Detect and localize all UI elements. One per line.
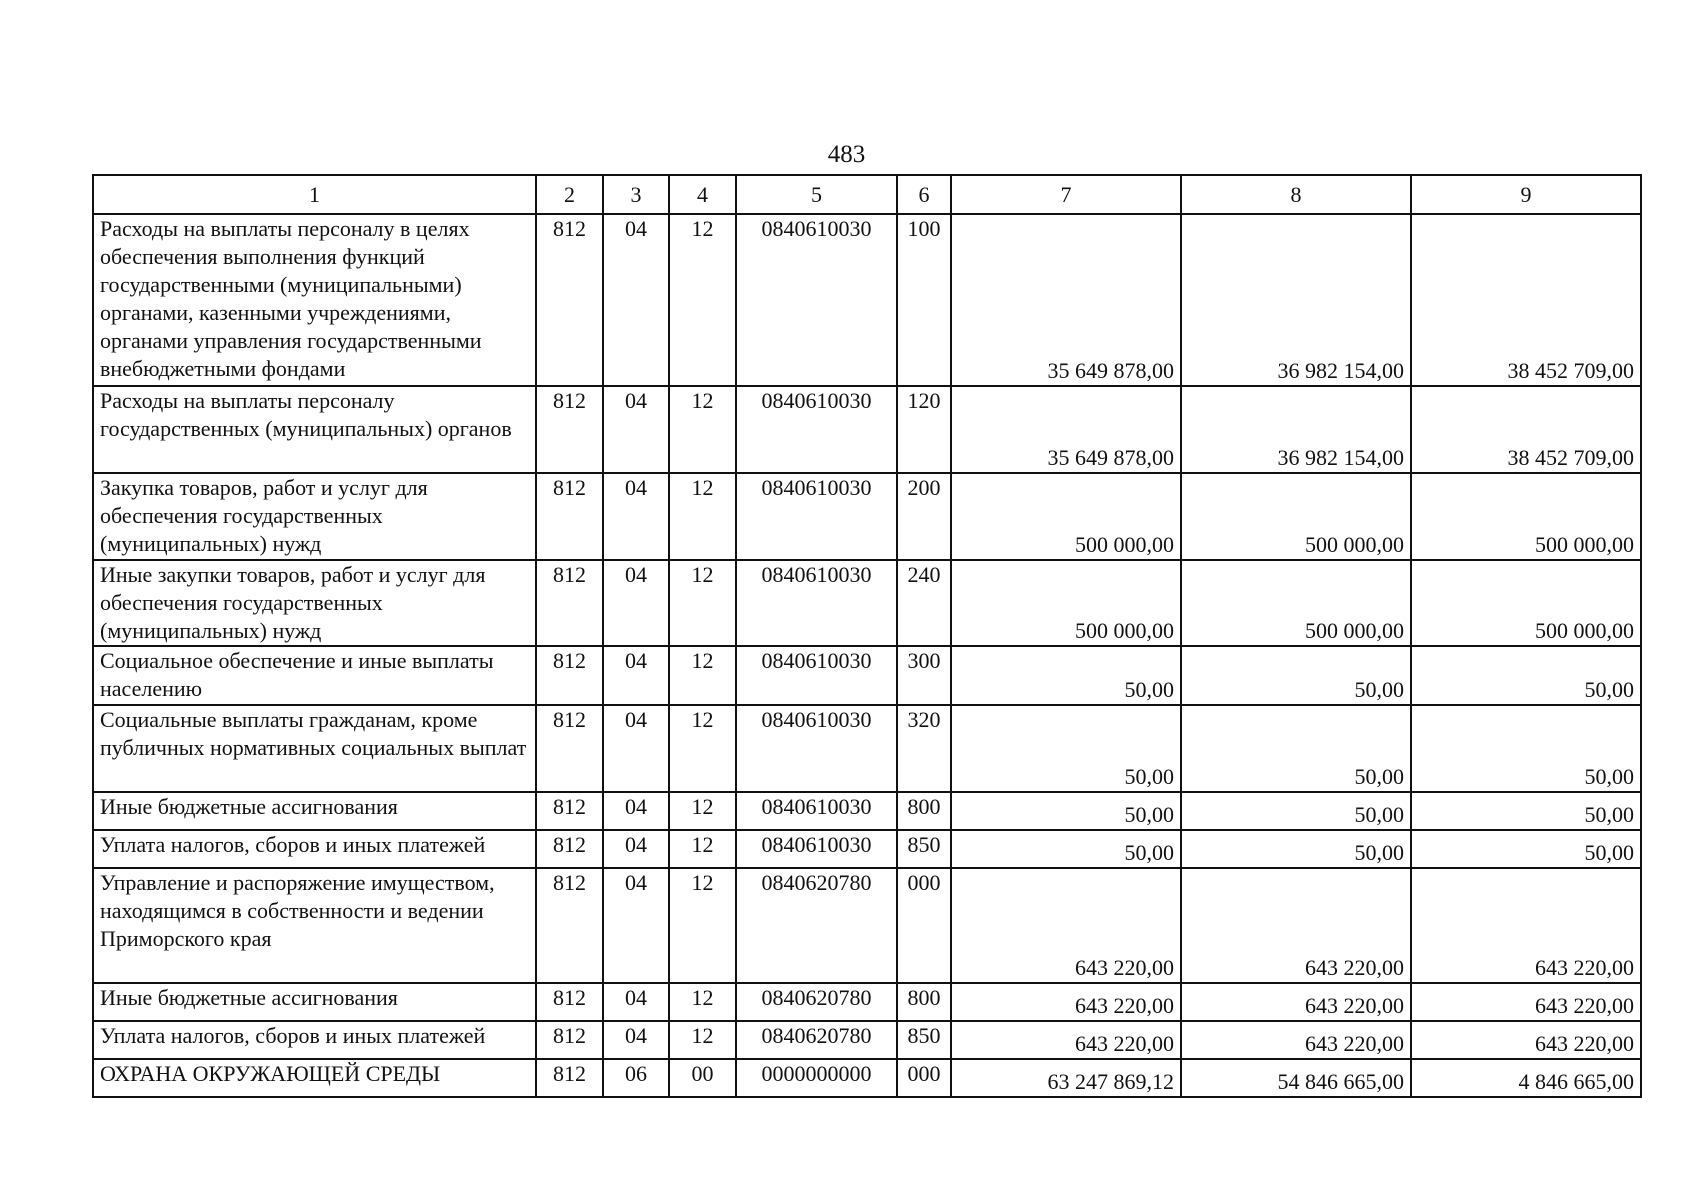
- row-amount-9: 50,00: [1411, 646, 1641, 705]
- row-code-3: 04: [603, 983, 669, 1021]
- row-amount-7: 35 649 878,00: [951, 386, 1181, 473]
- row-name: Расходы на выплаты персоналу в целях обеспечения выполнения функций государственными (муниципальными) органами, казенными учреждениями, органами управления государственными внебюджетными фондами: [93, 214, 536, 386]
- row-code-5: 0840610030: [736, 792, 897, 830]
- column-header-9: 9: [1411, 175, 1641, 214]
- row-code-4: 12: [669, 1021, 736, 1059]
- row-amount-8: 50,00: [1181, 646, 1411, 705]
- row-code-4: 00: [669, 1059, 736, 1097]
- column-header-2: 2: [536, 175, 603, 214]
- row-amount-7: 643 220,00: [951, 983, 1181, 1021]
- row-code-5: 0840620780: [736, 1021, 897, 1059]
- row-amount-9: 50,00: [1411, 705, 1641, 792]
- row-amount-9: 4 846 665,00: [1411, 1059, 1641, 1097]
- row-code-2: 812: [536, 792, 603, 830]
- row-code-3: 04: [603, 214, 669, 386]
- table-row: [93, 473, 1641, 560]
- row-amount-9: 38 452 709,00: [1411, 214, 1641, 386]
- row-code-4: 12: [669, 983, 736, 1021]
- row-amount-7: 50,00: [951, 792, 1181, 830]
- row-code-2: 812: [536, 830, 603, 868]
- column-header-4: 4: [669, 175, 736, 214]
- row-name: Уплата налогов, сборов и иных платежей: [93, 830, 536, 868]
- row-amount-7: 63 247 869,12: [951, 1059, 1181, 1097]
- row-amount-9: 643 220,00: [1411, 983, 1641, 1021]
- row-code-3: 04: [603, 1021, 669, 1059]
- row-code-4: 12: [669, 792, 736, 830]
- row-code-2: 812: [536, 214, 603, 386]
- row-code-6: 850: [897, 1021, 951, 1059]
- table-row: [93, 646, 1641, 705]
- row-amount-7: 500 000,00: [951, 473, 1181, 560]
- row-code-6: 240: [897, 560, 951, 646]
- row-amount-9: 500 000,00: [1411, 473, 1641, 560]
- row-amount-9: 50,00: [1411, 792, 1641, 830]
- column-header-7: 7: [951, 175, 1181, 214]
- row-amount-8: 500 000,00: [1181, 560, 1411, 646]
- row-amount-7: 50,00: [951, 830, 1181, 868]
- row-amount-9: 643 220,00: [1411, 868, 1641, 983]
- row-code-5: 0840610030: [736, 386, 897, 473]
- row-amount-8: 643 220,00: [1181, 983, 1411, 1021]
- table-row: [93, 705, 1641, 792]
- row-code-5: 0840620780: [736, 868, 897, 983]
- column-header-8: 8: [1181, 175, 1411, 214]
- row-amount-8: 36 982 154,00: [1181, 214, 1411, 386]
- row-amount-9: 50,00: [1411, 830, 1641, 868]
- row-code-4: 12: [669, 214, 736, 386]
- table-row: [93, 386, 1641, 473]
- row-code-6: 800: [897, 792, 951, 830]
- table-row: [93, 868, 1641, 983]
- row-amount-9: 643 220,00: [1411, 1021, 1641, 1059]
- table-row: [93, 830, 1641, 868]
- row-amount-8: 50,00: [1181, 830, 1411, 868]
- row-code-2: 812: [536, 386, 603, 473]
- column-header-1: 1: [93, 175, 536, 214]
- row-amount-8: 643 220,00: [1181, 1021, 1411, 1059]
- row-name: Управление и распоряжение имуществом, находящимся в собственности и ведении Приморского края: [93, 868, 536, 983]
- row-code-3: 04: [603, 386, 669, 473]
- row-code-2: 812: [536, 983, 603, 1021]
- row-code-2: 812: [536, 560, 603, 646]
- row-name: Социальное обеспечение и иные выплаты населению: [93, 646, 536, 705]
- column-header-3: 3: [603, 175, 669, 214]
- row-code-4: 12: [669, 868, 736, 983]
- row-name: Расходы на выплаты персоналу государственных (муниципальных) органов: [93, 386, 536, 473]
- row-amount-8: 50,00: [1181, 792, 1411, 830]
- column-header-6: 6: [897, 175, 951, 214]
- row-code-3: 04: [603, 792, 669, 830]
- column-number-header-row: [93, 175, 1641, 214]
- table-row: [93, 1021, 1641, 1059]
- row-code-5: 0840610030: [736, 705, 897, 792]
- row-code-3: 04: [603, 830, 669, 868]
- row-code-2: 812: [536, 646, 603, 705]
- page-number: 483: [827, 141, 866, 168]
- row-code-5: 0840620780: [736, 983, 897, 1021]
- row-code-6: 300: [897, 646, 951, 705]
- table-row: [93, 1059, 1641, 1097]
- row-code-5: 0840610030: [736, 646, 897, 705]
- budget-table: [92, 174, 1642, 1098]
- row-code-6: 120: [897, 386, 951, 473]
- row-code-3: 04: [603, 646, 669, 705]
- row-name: Закупка товаров, работ и услуг для обеспечения государственных (муниципальных) нужд: [93, 473, 536, 560]
- row-amount-7: 643 220,00: [951, 1021, 1181, 1059]
- row-code-6: 200: [897, 473, 951, 560]
- row-code-4: 12: [669, 646, 736, 705]
- column-header-5: 5: [736, 175, 897, 214]
- row-code-5: 0840610030: [736, 560, 897, 646]
- table-row: [93, 214, 1641, 386]
- row-code-2: 812: [536, 1021, 603, 1059]
- row-code-2: 812: [536, 868, 603, 983]
- row-amount-7: 35 649 878,00: [951, 214, 1181, 386]
- row-name: Иные закупки товаров, работ и услуг для обеспечения государственных (муниципальных) нужд: [93, 560, 536, 646]
- table-row: [93, 560, 1641, 646]
- row-amount-8: 50,00: [1181, 705, 1411, 792]
- row-amount-8: 36 982 154,00: [1181, 386, 1411, 473]
- row-code-4: 12: [669, 560, 736, 646]
- row-code-3: 04: [603, 560, 669, 646]
- row-code-4: 12: [669, 386, 736, 473]
- row-name: Иные бюджетные ассигнования: [93, 983, 536, 1021]
- row-code-6: 000: [897, 1059, 951, 1097]
- row-code-6: 800: [897, 983, 951, 1021]
- row-code-5: 0840610030: [736, 830, 897, 868]
- row-name: Социальные выплаты гражданам, кроме публичных нормативных социальных выплат: [93, 705, 536, 792]
- table-row: [93, 792, 1641, 830]
- row-code-3: 04: [603, 868, 669, 983]
- row-code-4: 12: [669, 473, 736, 560]
- row-code-6: 850: [897, 830, 951, 868]
- row-code-2: 812: [536, 705, 603, 792]
- row-code-5: 0840610030: [736, 214, 897, 386]
- row-amount-7: 500 000,00: [951, 560, 1181, 646]
- row-code-6: 000: [897, 868, 951, 983]
- row-amount-7: 50,00: [951, 705, 1181, 792]
- row-code-6: 320: [897, 705, 951, 792]
- row-code-4: 12: [669, 705, 736, 792]
- row-code-3: 06: [603, 1059, 669, 1097]
- row-name: ОХРАНА ОКРУЖАЮЩЕЙ СРЕДЫ: [93, 1059, 536, 1097]
- row-name: Иные бюджетные ассигнования: [93, 792, 536, 830]
- row-code-5: 0840610030: [736, 473, 897, 560]
- row-code-5: 0000000000: [736, 1059, 897, 1097]
- row-code-4: 12: [669, 830, 736, 868]
- row-amount-9: 38 452 709,00: [1411, 386, 1641, 473]
- row-code-6: 100: [897, 214, 951, 386]
- row-amount-9: 500 000,00: [1411, 560, 1641, 646]
- row-amount-7: 643 220,00: [951, 868, 1181, 983]
- row-name: Уплата налогов, сборов и иных платежей: [93, 1021, 536, 1059]
- row-amount-7: 50,00: [951, 646, 1181, 705]
- row-amount-8: 500 000,00: [1181, 473, 1411, 560]
- row-code-3: 04: [603, 705, 669, 792]
- row-code-2: 812: [536, 1059, 603, 1097]
- row-amount-8: 643 220,00: [1181, 868, 1411, 983]
- row-code-3: 04: [603, 473, 669, 560]
- table-row: [93, 983, 1641, 1021]
- row-amount-8: 54 846 665,00: [1181, 1059, 1411, 1097]
- row-code-2: 812: [536, 473, 603, 560]
